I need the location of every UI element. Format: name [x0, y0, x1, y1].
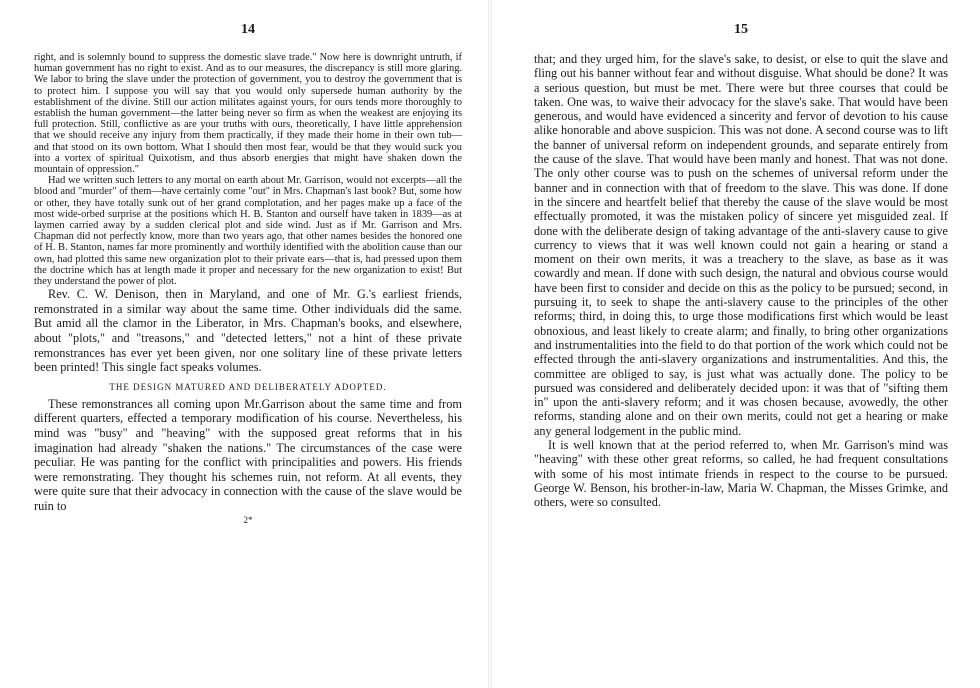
paragraph-4: These remonstrances all coming upon Mr.Garrison about the same time and from different quarters, effected a temporary modification of his course. Nevertheless, his mind was "busy" and "heaving" with the supposed great reforms that in his imagination had already "shaken the nations." The circumstances of the case were peculiar. He was panting for the conflict with principalities and powers. His friends were remonstrating. They thought his schemes ruin, not reform. At all events, they were quite sure that their advocacy in connection with the cause of the slave would be ruin to [34, 396, 462, 513]
page-number-right: 15 [734, 22, 748, 37]
signature-mark: 2* [243, 514, 253, 525]
paragraph-5: that; and they urged him, for the slave's sake, to desist, or else to quit the slave and fling out his banner without fear and without disguise. What should be done? It was a serious question, but must be met. There were but three courses that could be taken. One was, to waive their advocacy for the slave's sake. That would have been generous, and would have evidenced a sincerity and fervor of devotion to his cause alike honorable and above suspicion. This was not done. A second course was to lift the banner of universal reform on independent grounds, and separate entirely from the cause of the slave. That would have been manly and honest. That was not done. The only other course was to push on the schemes of universal reform under the banner and in connection with that of freedom to the slave. This was done. If done in the sincere and heartfelt belief that thereby the cause of the slave would be most effectually promoted, it was the mistaken policy of sincere yet misguided zeal. If done with the deliberate design of taking advantage of the anti-slavery cause to give currency to views that it was well known could not gain a hearing or stand a moment on their own merits, it was a treachery to the slave, as base as it was cowardly and mean. If done with such design, the natural and obvious course would have been first to consider and decide on this as the policy to be pursued; second, in pursuing it, to seek to shape the anti-slavery cause to the principles of the other reforms; third, in doing this, to urge those modifications first which would be least obnoxious, and least likely to create alarm; and finally, to bring other organizations and instrumentalities into the field to do that portion of the work which could not be effected through the anti-slavery organizations and instrumentalities. And this, the committee are obliged to say, is just what was actually done. The policy to be pursued was considered and deliberately decided upon: it was that of "sifting them in" upon the anti-slavery reform; and it was chosen because, avowedly, the other reforms, standing alone and on their own merits, could not get a hearing or make any general lodgement in the public mind. [534, 52, 948, 438]
paragraph-1: right, and is solemnly bound to suppress the domestic slave trade." Now here is downright untruth, if human government has no right to exist. And as to our measures, the discrepancy is still more glaring. We labor to bring the slave under the protection of government, you to destroy the government that is to protect him. I suppose you will say that you would only supersede human authority by the establishment of the divine. Still our action militates against yours, for ours tends more thoroughly to establish the human government—the latter being never so firm as when the weakest are enjoying its full protection. Still, conflictive as are your truths with ours, theoretically, I have little apprehension that we should receive any injury from them practically, if they made their home in their own tub—and that stood on its own bottom. What I should then most fear, would be that they would suck you into a vortex of spiritual Quixotism, and thus absorb energies that might have shaken down the mountain of oppression." [34, 52, 462, 176]
paragraph-6: It is well known that at the period referred to, when Mr. Garrison's mind was "heaving" with these other great reforms, so called, he had frequent consultations with some of his most intimate friends in respect to the course to be pursued. George W. Benson, his brother-in-law, Maria W. Chapman, the Misses Grimke, and others, were so consulted. [534, 438, 948, 510]
paragraph-2: Had we written such letters to any mortal on earth about Mr. Garrison, would not excerpts—all the blood and "murder" of them—have certainly come "out" in Mrs. Chapman's last book? But, some how or other, they have totally sunk out of her grand complotation, and her pages make up a face of the most wide-orbed surprise at the positions which H. B. Stanton and ourself have taken in 1839—as at laymen carried away by a sudden clerical plot and side wind. Just as if Mr. Garrison and Mrs. Chapman did not perfectly know, more than two years ago, that other names besides the honored one of H. B. Stanton, names far more prominently and worthily identified with the abolition cause than our own, had plotted this same new organization plot to their private ears—that is, had pressed upon them the doctrine which has at length made it proper and necessary for the new organization to exist! But they understand the power of plot. [34, 175, 462, 288]
page-number-left: 14 [241, 22, 255, 37]
paragraph-3: Rev. C. W. Denison, then in Maryland, and one of Mr. G.'s earliest friends, remonstrated in a similar way about the same time. Other individuals did the same. But amid all the clamor in the Liberator, in Mrs. Chapman's books, and elsewhere, about "plots," and "treasons," and "detected letters," not a hint of these private remonstrances has ever yet been given, nor one solitary line of these private letters been printed! This single fact speaks volumes. [34, 287, 462, 375]
section-heading: THE DESIGN MATURED AND DELIBERATELY ADOPTED. [109, 381, 387, 392]
right-page [490, 0, 980, 688]
